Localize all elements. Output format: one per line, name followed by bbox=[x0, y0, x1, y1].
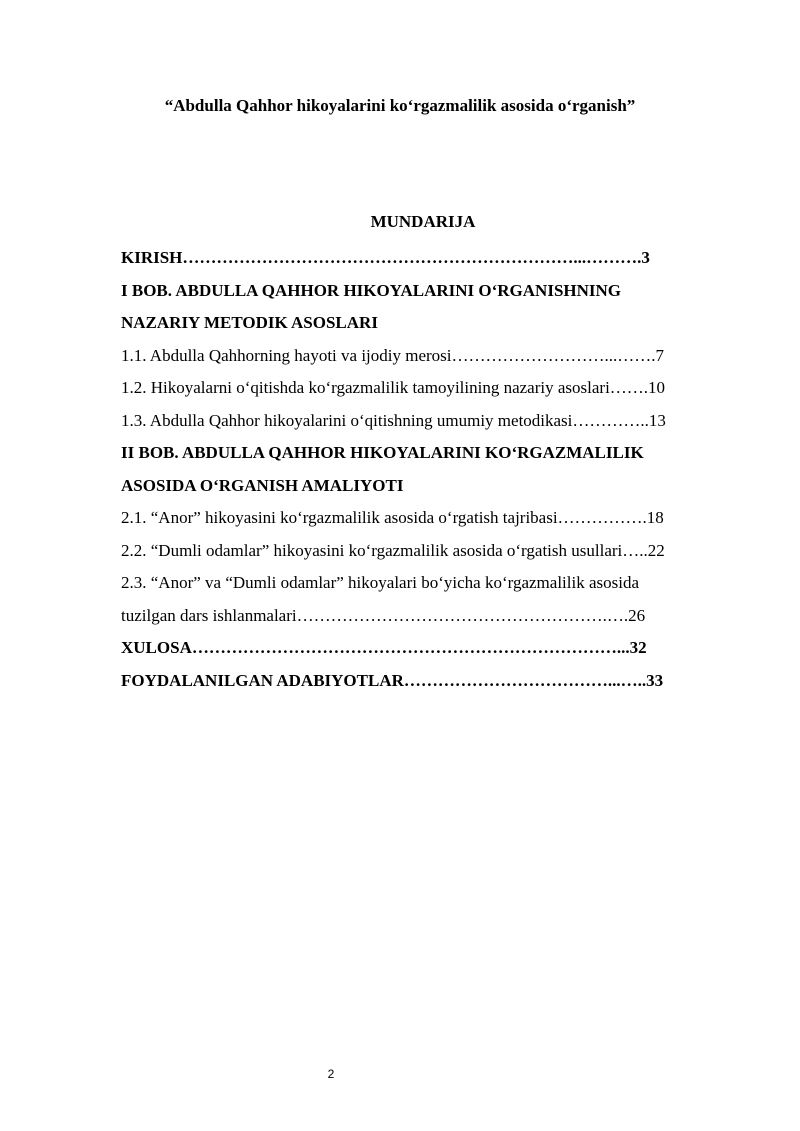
page-number: 2 bbox=[327, 1067, 335, 1081]
toc-section-1-2: 1.2. Hikoyalarni o‘qitishda ko‘rgazmalilik tamoyilining nazariy asoslari…….10 bbox=[121, 378, 666, 397]
toc-chapter-1-title-line-1: I BOB. ABDULLA QAHHOR HIKOYALARINI O‘RGANISHNING bbox=[121, 280, 622, 300]
document-title: “Abdulla Qahhor hikoyalarini ko‘rgazmalilik asosida o‘rganish” bbox=[164, 96, 636, 115]
toc-chapter-2-title-line-1: II BOB. ABDULLA QAHHOR HIKOYALARINI KO‘RGAZMALILIK bbox=[121, 443, 644, 462]
toc-chapter-1-title-line-2: NAZARIY METODIK ASOSLARI bbox=[121, 313, 378, 332]
toc-section-1-3: 1.3. Abdulla Qahhor hikoyalarini o‘qitishning umumiy metodikasi…………..13 bbox=[121, 410, 666, 430]
toc-entry-conclusion: XULOSA…………………………………………………………………...32 bbox=[121, 638, 647, 657]
toc-entry-introduction: KIRISH……………………………………………………………...……….3 bbox=[121, 248, 650, 267]
toc-section-2-2: 2.2. “Dumli odamlar” hikoyasini ko‘rgazmalilik asosida o‘rgatish usullari…..22 bbox=[121, 540, 665, 560]
toc-section-2-3-line-1: 2.3. “Anor” va “Dumli odamlar” hikoyalari bo‘yicha ko‘rgazmalilik asosida bbox=[121, 573, 640, 592]
toc-heading: MUNDARIJA bbox=[370, 212, 476, 231]
toc-section-2-3-line-2: tuzilgan dars ishlanmalari……………………………………………….….26 bbox=[121, 605, 646, 625]
toc-section-1-1: 1.1. Abdulla Qahhorning hayoti va ijodiy merosi………………………...…….7 bbox=[121, 345, 665, 365]
toc-entry-references: FOYDALANILGAN ADABIYOTLAR………………………………...…..33 bbox=[121, 670, 664, 690]
toc-chapter-2-title-line-2: ASOSIDA O‘RGANISH AMALIYOTI bbox=[121, 475, 404, 495]
table-of-contents bbox=[121, 242, 731, 697]
toc-section-2-1: 2.1. “Anor” hikoyasini ko‘rgazmalilik asosida o‘rgatish tajribasi…………….18 bbox=[121, 508, 664, 527]
